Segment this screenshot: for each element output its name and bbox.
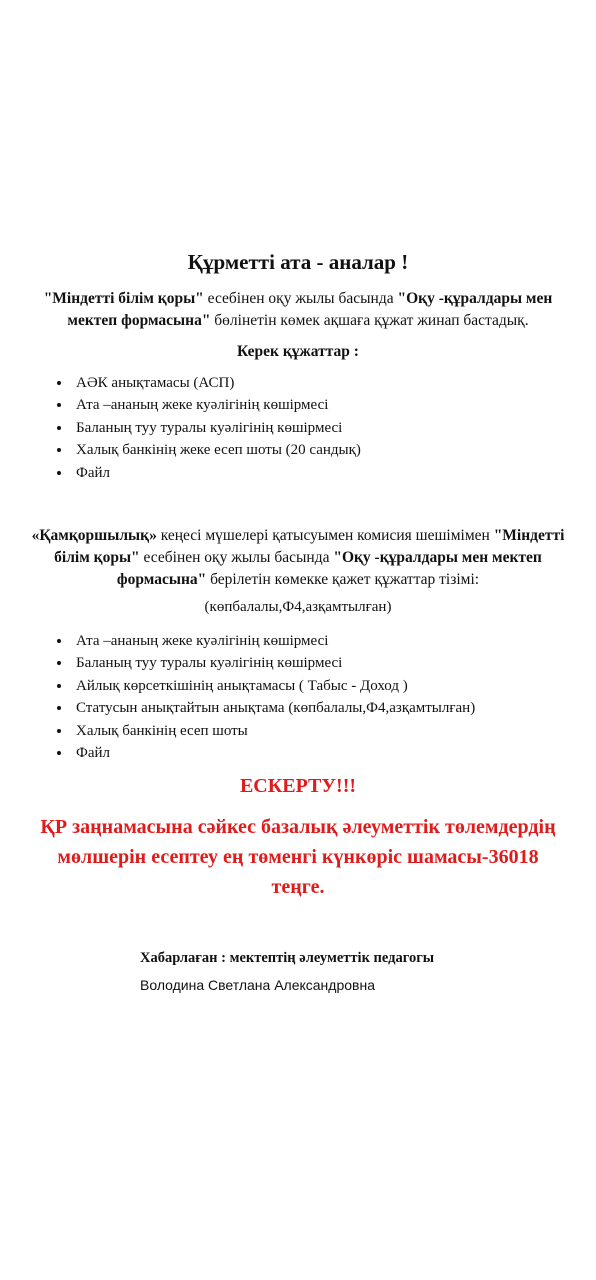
- warning-title: ЕСКЕРТУ!!!: [239, 775, 357, 797]
- author-label: Хабарлаған : мектептің әлеуметтік педагогы: [140, 950, 435, 966]
- fund-name: "Міндетті білім қоры": [54, 527, 565, 566]
- second-docs-list: [50, 630, 475, 764]
- list-item: • Файл: [72, 462, 361, 484]
- list-item: • Ата –ананың жеке куәлігінің көшірмесі: [72, 394, 361, 416]
- categories-note: (көпбалалы,Ф4,азқамтылған): [204, 599, 392, 615]
- list-item: • Ата –ананың жеке куәлігінің көшірмесі: [72, 630, 475, 652]
- second-paragraph: «Қамқоршылық» кеңесі мүшелері қатысуымен комисия шешімімен "Міндетті білім қоры" есебінен оқу жылы басында "Оқу -құралдары мен мектеп формасына" берілетін көмекке қажет құжаттар тізімі:: [31, 527, 565, 588]
- purpose-name: "Оқу -құралдары мен мектеп формасына": [67, 290, 553, 329]
- required-docs-heading: Керек құжаттар :: [237, 343, 359, 360]
- warning-text: ҚР заңнамасына сәйкес базалық әлеуметтік төлемдердің мөлшерін есептеу ең төменгі күнкөріс шамасы-36018 теңге.: [40, 816, 556, 898]
- list-item: • Баланың туу туралы куәлігінің көшірмесі: [72, 652, 475, 674]
- council-name: «Қамқоршылық»: [31, 527, 157, 544]
- list-item: • Файл: [72, 742, 475, 764]
- list-item: • Халық банкінің жеке есеп шоты (20 сандық): [72, 439, 361, 461]
- list-item: • Халық банкінің есеп шоты: [72, 720, 475, 742]
- purpose-name: "Оқу -құралдары мен мектеп формасына": [116, 549, 542, 588]
- intro-paragraph: "Міндетті білім қоры" есебінен оқу жылы басында "Оқу -құралдары мен мектеп формасына" бөлінетін көмек ақшаға құжат жинап бастадық.: [43, 290, 553, 329]
- list-item: • Баланың туу туралы куәлігінің көшірмесі: [72, 417, 361, 439]
- fund-name: "Міндетті білім қоры": [43, 290, 204, 307]
- page-title: Құрметті ата - аналар !: [187, 250, 409, 274]
- list-item: • АӘК анықтамасы (АСП): [72, 372, 361, 394]
- list-item: • Айлық көрсеткішінің анықтамасы ( Табыс - Доход ): [72, 675, 475, 697]
- required-docs-list: [50, 372, 361, 484]
- author-name: Володина Светлана Александровна: [140, 977, 375, 993]
- list-item: • Статусын анықтайтын анықтама (көпбалалы,Ф4,азқамтылған): [72, 697, 475, 719]
